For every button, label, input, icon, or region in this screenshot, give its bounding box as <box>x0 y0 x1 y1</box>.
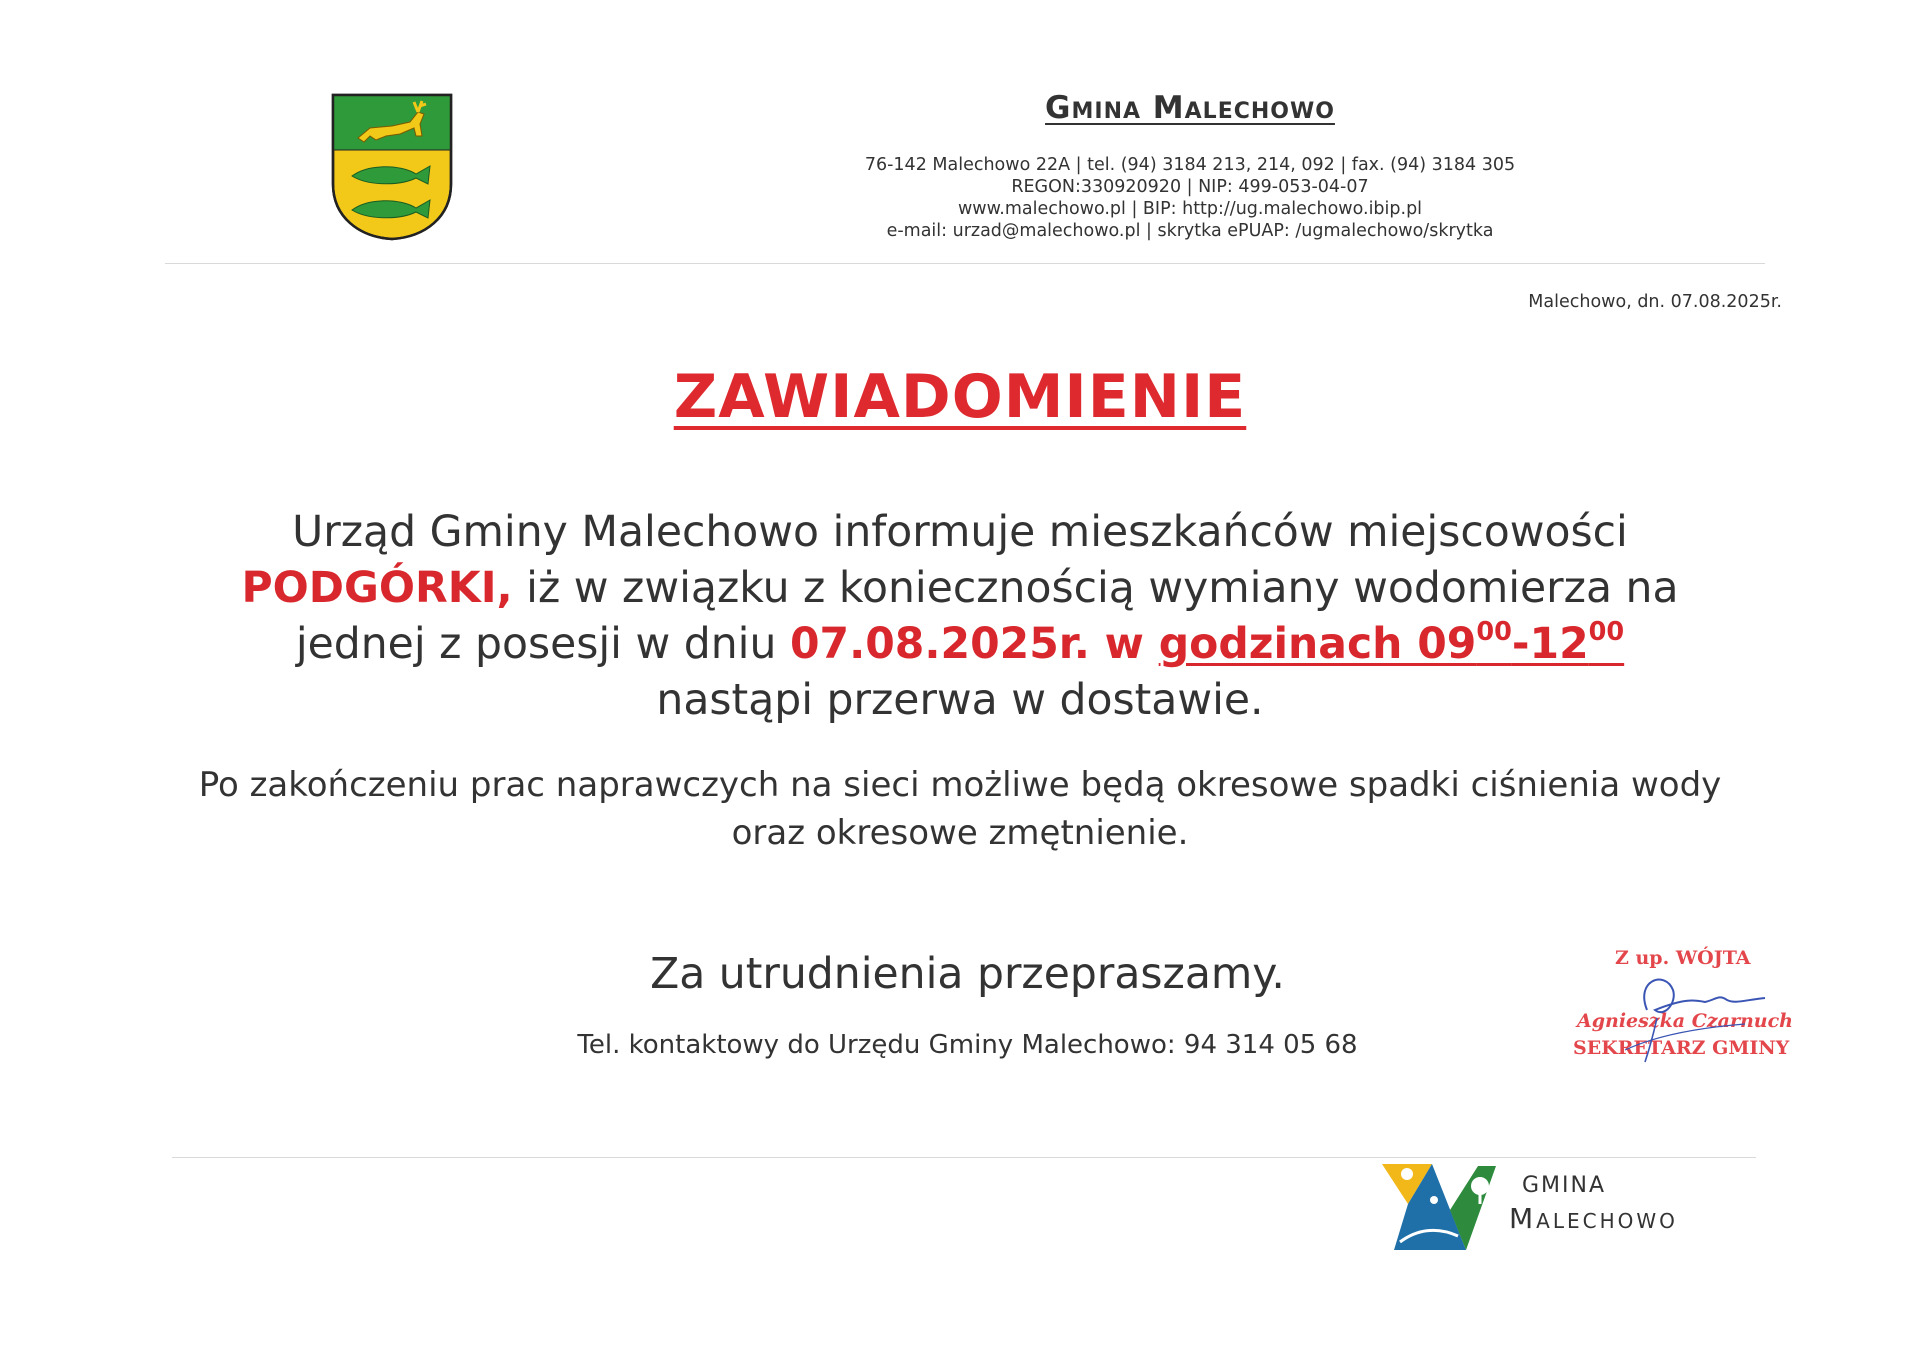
notice-reason-text: iż w związku z koniecznością wymiany wodomierza na jednej z posesji w dniu <box>295 564 1679 669</box>
gmina-logo <box>1380 1160 1740 1260</box>
contact-phone-text: Tel. kontaktowy do Urzędu Gminy Malechowo: 94 314 05 68 <box>577 1030 1358 1060</box>
signature-icon <box>1595 940 1795 1070</box>
outage-hours-end: -12 <box>1511 620 1589 669</box>
official-stamp <box>1555 940 1805 1070</box>
header-divider <box>165 263 1765 264</box>
apology-text: Za utrudnienia przepraszamy. <box>650 950 1285 999</box>
gmina-logo-mark-icon <box>1380 1160 1498 1252</box>
stamp-position: SEKRETARZ GMINY <box>1573 1037 1790 1059</box>
organization-name: Gmina Malechowo <box>1045 90 1335 126</box>
place-name: PODGÓRKI, <box>241 564 513 613</box>
header-email-line: e-mail: urzad@malechowo.pl | skrytka ePUAP: /ugmalechowo/skrytka <box>886 221 1494 241</box>
notice-intro-text: Urząd Gminy Malechowo informuje mieszkańców miejscowości <box>292 508 1628 557</box>
notice-title: ZAWIADOMIENIE <box>673 362 1247 432</box>
outage-hours-start-minutes: 00 <box>1476 617 1512 648</box>
stamp-authority-line: Z up. WÓJTA <box>1615 947 1751 969</box>
logo-gmina-label: GMINA <box>1522 1173 1607 1198</box>
outage-date: 07.08.2025r. w <box>789 620 1159 669</box>
notice-main-paragraph <box>170 505 1750 729</box>
header-regon-line: REGON:330920920 | NIP: 499-053-04-07 <box>1011 177 1369 197</box>
outage-hours <box>1158 617 1625 669</box>
outage-hours-label: godzinach 09 <box>1158 620 1477 669</box>
header-contact-block <box>770 154 1610 242</box>
logo-malechowo-label: Malechowo <box>1509 1202 1678 1235</box>
document-date: Malechowo, dn. 07.08.2025r. <box>1528 292 1782 312</box>
notice-outage-text: nastąpi przerwa w dostawie. <box>656 676 1264 725</box>
header-address-line: 76-142 Malechowo 22A | tel. (94) 3184 213, 214, 092 | fax. (94) 3184 305 <box>864 155 1516 175</box>
outage-hours-end-minutes: 00 <box>1588 617 1625 648</box>
notice-secondary-paragraph: Po zakończeniu prac naprawczych na sieci możliwe będą okresowe spadki ciśnienia wody oraz okresowe zmętnienie. <box>198 765 1722 853</box>
stamp-person-name: Agnieszka Czarnuch <box>1577 1010 1793 1032</box>
footer-divider <box>172 1157 1756 1158</box>
header-web-line: www.malechowo.pl | BIP: http://ug.malechowo.ibip.pl <box>957 199 1423 219</box>
coat-of-arms-icon <box>330 92 454 242</box>
